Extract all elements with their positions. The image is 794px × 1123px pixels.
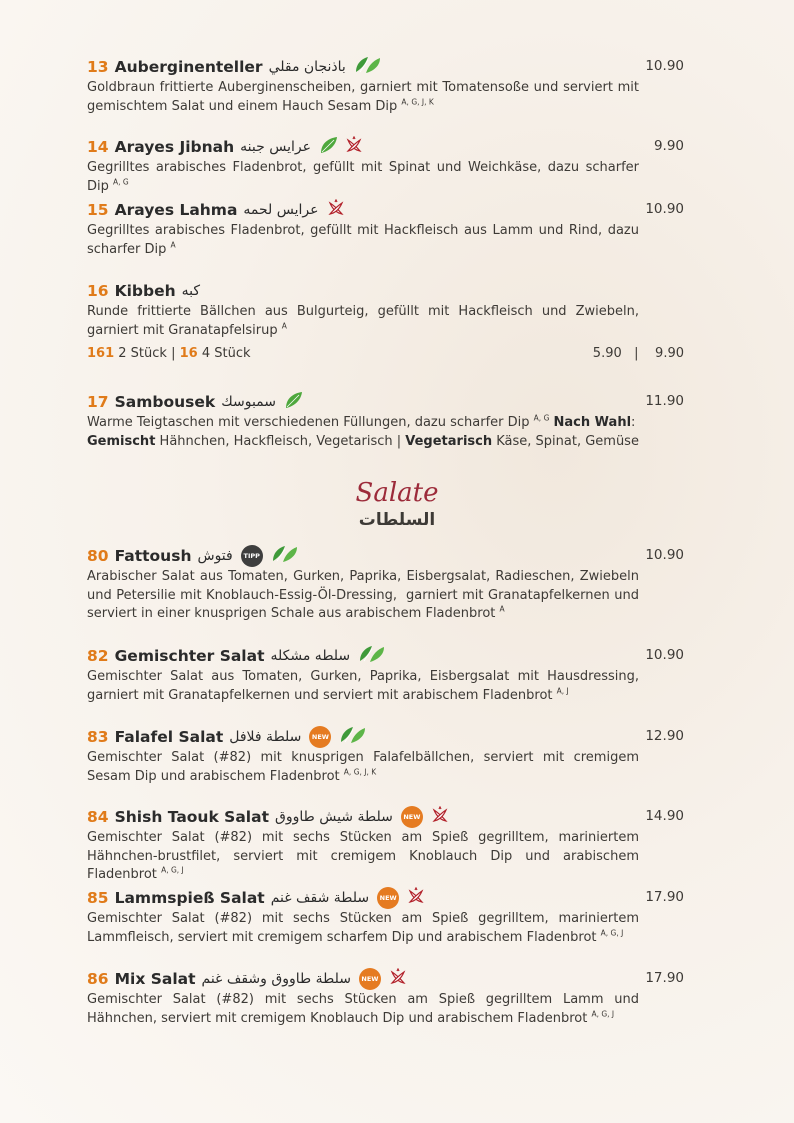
item-description: Gemischter Salat (#82) mit knusprigen Falafelbällchen, serviert mit cremigem Sesam Dip und arabischem Fladenbrot $^{A, G, J, K}$: [87, 750, 639, 784]
menu-item: [87, 886, 684, 947]
allergen-codes: A: [499, 604, 505, 614]
item-description: Gemischter Salat (#82) mit sechs Stücken am Spieß gegrilltem Lamm und Hähnchen, serviert mit cremigem Knoblauch Dip und arabischem Fladenbrot $^{A, G, J}$: [87, 992, 639, 1026]
vegetarian-leaf-icon: [339, 726, 367, 748]
item-description: Gemischter Salat (#82) mit sechs Stücken am Spieß gegrilltem, mariniertem Hähnchen-brustfilet, serviert mit cremigem Knoblauch Dip und arabischem Fladenbrot $^{A, G, J}$: [87, 830, 639, 882]
item-description: Goldbraun frittierte Auberginenscheiben, garniert mit Tomatensoße und serviert mit gemischtem Salat und einem Hauch Sesam Dip $^{A, G, J, K}$: [87, 80, 639, 114]
item-number: 14: [87, 138, 109, 156]
menu-item: [87, 198, 684, 259]
allergen-codes: A: [170, 240, 176, 250]
item-price: 10.90: [645, 201, 684, 217]
item-number: 85: [87, 889, 109, 907]
item-number: 17: [87, 393, 109, 411]
vegetarian-leaf-icon: [284, 391, 304, 413]
spicy-chili-icon: [431, 806, 449, 828]
item-name: Arayes Jibnah: [114, 138, 235, 156]
item-number: 84: [87, 808, 109, 826]
item-price: 10.90: [645, 547, 684, 563]
menu-item: [87, 805, 684, 885]
item-arabic-name: باذنجان مقلي: [268, 59, 346, 75]
variant-label: 4 Stück: [201, 346, 251, 361]
item-description: Runde frittierte Bällchen aus Bulgurteig, gefüllt mit Hackfleisch und Zwiebeln, garniert mit Granatapfelsirup $^A$: [87, 304, 639, 338]
spicy-chili-icon: [327, 199, 345, 221]
item-price: 11.90: [645, 393, 684, 409]
allergen-codes: A, G, J: [600, 928, 624, 938]
spicy-chili-icon: [407, 887, 425, 909]
vegetarian-leaf-icon: [271, 545, 299, 567]
item-number: 82: [87, 647, 109, 665]
variant-number: 161: [87, 346, 115, 361]
menu-item: [87, 55, 684, 116]
item-number: 86: [87, 970, 109, 988]
item-name: Shish Taouk Salat: [114, 808, 269, 826]
item-arabic-name: سلطه مشكله: [270, 648, 351, 664]
menu-item: [87, 644, 684, 705]
menu-item: [87, 544, 684, 624]
allergen-codes: A, G, J, K: [343, 767, 377, 777]
item-arabic-name: سلطة فلافل: [229, 729, 302, 745]
item-description: Arabischer Salat aus Tomaten, Gurken, Paprika, Eisbergsalat, Radieschen, Zwiebeln und Petersilie mit Knoblauch-Essig-Öl-Dressing, garniert mit Granatapfelkernen und serviert in einer knusprigen Schale aus arabischem Fladenbrot $^A$: [87, 569, 644, 621]
new-badge: NEW: [359, 968, 381, 990]
item-name: Falafel Salat: [114, 728, 224, 746]
item-number: 13: [87, 58, 109, 76]
spicy-chili-icon: [389, 968, 407, 990]
item-price: 9.90: [653, 138, 684, 154]
item-arabic-name: سمبوسك: [221, 394, 276, 410]
item-name: Kibbeh: [114, 282, 176, 300]
item-price: 10.90: [645, 58, 684, 74]
allergen-codes: A, G: [533, 413, 550, 423]
item-name: Mix Salat: [114, 970, 196, 988]
new-badge: NEW: [309, 726, 331, 748]
menu-item: [87, 967, 684, 1028]
new-badge: NEW: [401, 806, 423, 828]
new-badge: NEW: [377, 887, 399, 909]
item-variants: [87, 346, 684, 366]
item-name: Fattoush: [114, 547, 192, 565]
allergen-codes: A, G, J, K: [401, 97, 434, 107]
item-description: Gegrilltes arabisches Fladenbrot, gefüllt mit Spinat und Weichkäse, dazu scharfer Dip $^{A, G}$: [87, 160, 639, 194]
item-arabic-name: عرايس جبنه: [240, 139, 311, 155]
section-title: Salate: [355, 478, 439, 508]
item-arabic-name: كبه: [181, 283, 201, 299]
allergen-codes: A: [281, 321, 287, 331]
item-price: 17.90: [645, 970, 684, 986]
item-arabic-name: فتوش: [197, 548, 233, 564]
item-price: 12.90: [645, 728, 684, 744]
allergen-codes: A, J: [556, 686, 569, 696]
variant-separator: |: [171, 346, 176, 361]
item-number: 16: [87, 282, 109, 300]
item-arabic-name: عرايس لحمه: [243, 202, 319, 218]
menu-item: [87, 279, 684, 340]
section-arabic-title: السلطات: [358, 510, 436, 530]
item-name: Lammspieß Salat: [114, 889, 265, 907]
section-header: [0, 478, 794, 530]
variant-label: 2 Stück: [118, 346, 167, 361]
item-number: 83: [87, 728, 109, 746]
menu-item: [87, 390, 684, 451]
item-description: Gegrilltes arabisches Fladenbrot, gefüllt mit Hackfleisch aus Lamm und Rind, dazu scharfer Dip $^A$: [87, 223, 639, 257]
item-description: Gemischter Salat aus Tomaten, Gurken, Paprika, Eisbergsalat mit Hausdressing, garniert mit Granatapfelkernen und serviert mit arabischem Fladenbrot $^{A, J}$: [87, 669, 639, 703]
vegetarian-leaf-icon: [358, 645, 386, 667]
item-price: 10.90: [645, 647, 684, 663]
spicy-chili-icon: [345, 136, 363, 158]
item-name: Gemischter Salat: [114, 647, 265, 665]
item-arabic-name: سلطة شقف غنم: [270, 890, 370, 906]
item-arabic-name: سلطة شيش طاووق: [274, 809, 393, 825]
variant-prices: 5.90 | 9.90: [592, 346, 684, 361]
item-description: Gemischter Salat (#82) mit sechs Stücken am Spieß gegrilltem, mariniertem Lammfleisch, serviert mit cremigem scharfem Dip und arabischem Fladenbrot $^{A, G, J}$: [87, 911, 639, 945]
item-price: 14.90: [645, 808, 684, 824]
allergen-codes: A, G: [113, 177, 129, 187]
item-number: 15: [87, 201, 109, 219]
item-price: 17.90: [645, 889, 684, 905]
tipp-badge: TIPP: [241, 545, 263, 567]
allergen-codes: A, G, J: [161, 865, 184, 875]
item-arabic-name: سلطة طاووق وشقف غنم: [201, 971, 351, 987]
variant-number: 16: [179, 346, 198, 361]
menu-item: [87, 135, 684, 196]
item-name: Auberginenteller: [114, 58, 263, 76]
item-name: Arayes Lahma: [114, 201, 238, 219]
item-description: Warme Teigtaschen mit verschiedenen Füllungen, dazu scharfer Dip $^{A, G}$ Nach Wahl: Gemischt Hähnchen, Hackfleisch, Vegetarisch | Vegetarisch Käse, Spinat, Gemüse: [87, 413, 639, 449]
item-name: Sambousek: [114, 393, 216, 411]
menu-item: [87, 725, 684, 786]
vegetarian-leaf-icon: [319, 136, 339, 158]
allergen-codes: A, G, J: [591, 1009, 615, 1019]
item-number: 80: [87, 547, 109, 565]
vegetarian-leaf-icon: [354, 56, 382, 78]
